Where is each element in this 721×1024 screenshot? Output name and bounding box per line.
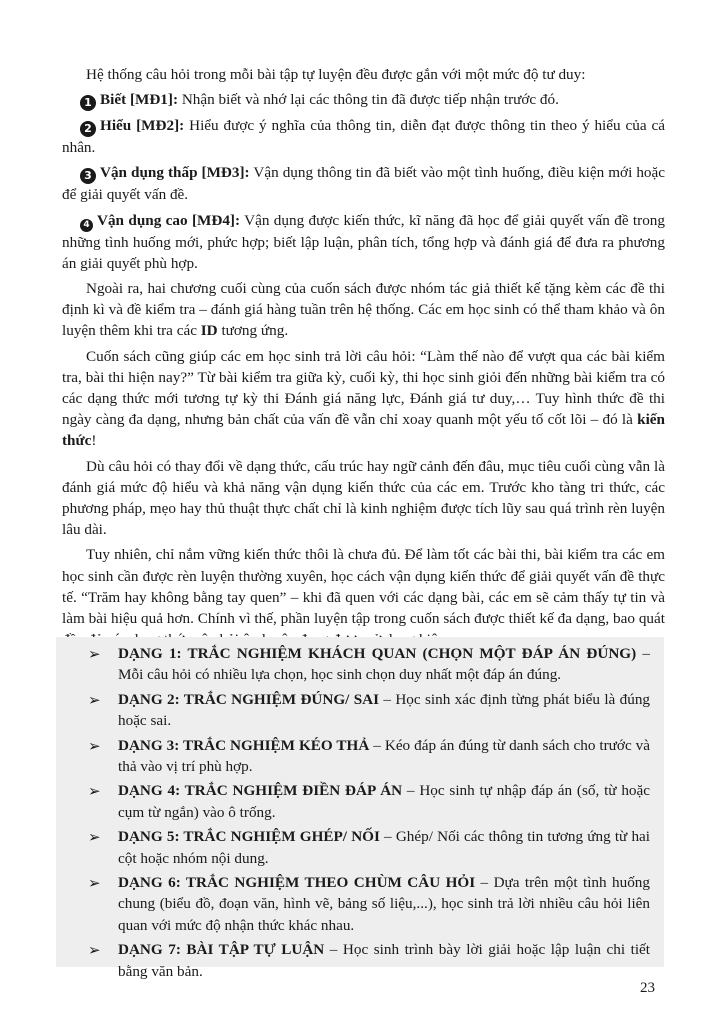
question-types-list xyxy=(56,637,664,982)
question-type-7-title: DẠNG 7: BÀI TẬP TỰ LUẬN xyxy=(118,941,325,959)
question-type-4-text: – Học sinh tự nhập đáp án (số, từ hoặc cụm từ ngắn) vào ô trống. xyxy=(118,782,650,821)
question-type-6-title: DẠNG 6: TRẮC NGHIỆM THEO CHÙM CÂU HỎI xyxy=(118,874,476,892)
question-type-3 xyxy=(88,735,650,778)
level-2 xyxy=(62,115,665,158)
level-3 xyxy=(62,162,665,205)
level-2-title: Hiểu [MĐ2]: xyxy=(100,117,185,135)
question-type-1-title: DẠNG 1: TRẮC NGHIỆM KHÁCH QUAN (CHỌN MỘT ĐÁP ÁN ĐÚNG) xyxy=(118,645,637,662)
question-types-box xyxy=(56,637,664,980)
level-3-text: Vận dụng thông tin đã biết vào một tình huống, điều kiện mới hoặc để giải quyết vấn đề. xyxy=(62,164,665,204)
question-type-5-text: – Ghép/ Nối các thông tin tương ứng từ hai cột hoặc nhóm nội dung. xyxy=(118,828,651,867)
question-type-7-text: – Học sinh trình bày lời giải hoặc lập luận chi tiết bằng văn bản. xyxy=(118,941,650,980)
paragraph-extra-chapters-end: tương ứng. xyxy=(217,322,289,340)
level-4-text: Vận dụng được kiến thức, kĩ năng đã học để giải quyết vấn đề trong những tình huống mới, phức hợp; biết lập luận, phân tích, tổng hợp và đánh giá để đưa ra phương án giải quyết phù hợp. xyxy=(62,211,665,272)
question-type-6 xyxy=(88,872,650,936)
question-type-6-text: – Dựa trên một tình huống chung (biểu đồ, đoạn văn, hình vẽ, bảng số liệu,...), học sinh trả lời nhiều câu hỏi liên quan với mức độ nhận thức khác nhau. xyxy=(118,874,650,934)
question-type-1 xyxy=(88,643,650,686)
level-3-title: Vận dụng thấp [MĐ3]: xyxy=(100,164,250,182)
arrow-bullet-icon: ➢ xyxy=(88,941,101,960)
knowledge-bold: kiến thức xyxy=(62,411,665,450)
question-type-3-text: – Kéo đáp án đúng từ danh sách cho trước và thả vào vị trí phù hợp. xyxy=(118,736,650,776)
question-type-2 xyxy=(88,689,650,732)
number-2-icon: 2 xyxy=(80,121,96,137)
arrow-bullet-icon: ➢ xyxy=(88,782,101,801)
paragraph-exam-question-text: Cuốn sách cũng giúp các em học sinh trả lời câu hỏi: “Làm thế nào để vượt qua các bài kiểm tra, bài thi hiện nay?” Từ bài kiểm tra giữa kỳ, cuối kỳ, thi học sinh giỏi đến những bài kiểm tra có các dạng thức mới tương tự kỳ thi Đánh giá năng lực, Đánh giá tư duy,… Tuy hình thức đề thi ngày càng đa dạng, nhưng bản chất của vấn đề vẫn chỉ xoay quanh một yếu tố cốt lõi – đó là xyxy=(62,347,665,429)
arrow-bullet-icon: ➢ xyxy=(88,645,101,663)
question-type-2-title: DẠNG 2: TRẮC NGHIỆM ĐÚNG/ SAI xyxy=(118,690,380,708)
paragraph-exam-question-end: ! xyxy=(91,432,97,450)
level-2-text: Hiểu được ý nghĩa của thông tin, diễn đạt được thông tin theo ý hiểu của cá nhân. xyxy=(62,117,665,157)
page-number: 23 xyxy=(640,980,655,996)
level-1-text: Nhận biết và nhớ lại các thông tin đã được tiếp nhận trước đó. xyxy=(178,91,559,109)
level-4-title: Vận dụng cao [MĐ4]: xyxy=(97,211,241,229)
paragraph-exam-question xyxy=(62,346,665,452)
number-3-icon: 3 xyxy=(80,168,96,184)
question-type-4-title: DẠNG 4: TRẮC NGHIỆM ĐIỀN ĐÁP ÁN xyxy=(118,782,403,800)
question-type-1-text: – Mỗi câu hỏi có nhiều lựa chọn, học sinh chọn duy nhất một đáp án đúng. xyxy=(118,645,650,684)
level-1-title: Biết [MĐ1]: xyxy=(100,91,179,109)
arrow-bullet-icon: ➢ xyxy=(88,874,101,893)
paragraph-extra-chapters-text: Ngoài ra, hai chương cuối cùng của cuốn sách được nhóm tác giả thiết kế tặng kèm các đề thi định kì và đề kiểm tra – đánh giá hàng tuần trên hệ thống. Các em học sinh có thể tham khảo và ôn luyện thêm khi tra các xyxy=(62,280,665,340)
arrow-bullet-icon: ➢ xyxy=(88,690,101,709)
main-content xyxy=(62,64,665,654)
paragraph-goal: Dù câu hỏi có thay đổi về dạng thức, cấu trúc hay ngữ cảnh đến đâu, mục tiêu cuối cùng vẫn là đánh giá mức độ hiểu và khả năng vận dụng kiến thức của các em. Trước kho tàng tri thức, các phương pháp, mẹo hay thủ thuật thực chất chỉ là kinh nghiệm được tích lũy sau quá trình rèn luyện lâu dài. xyxy=(62,457,665,539)
question-type-4 xyxy=(88,780,650,823)
arrow-bullet-icon: ➢ xyxy=(88,828,101,847)
number-1-icon: 1 xyxy=(80,95,96,111)
level-4 xyxy=(62,210,665,274)
paragraph-extra-chapters xyxy=(62,278,665,342)
question-type-2-text: – Học sinh xác định từng phát biểu là đúng hoặc sai. xyxy=(118,690,651,730)
level-1 xyxy=(62,89,665,111)
paragraph-practice: Tuy nhiên, chỉ nắm vững kiến thức thôi là chưa đủ. Để làm tốt các bài thi, bài kiểm tra các em học sinh cần được rèn luyện thường xuyên, học cách vận dụng kiến thức để giải quyết vấn đề thực tế. “Trăm hay không bằng tay quen” – khi đã quen với các dạng bài, các em sẽ cảm thấy tự tin và làm bài hiệu quả hơn. Chính vì thế, phần luyện tập trong cuốn sách được thiết kế đa dạng, bao quát xyxy=(62,546,665,628)
question-type-5 xyxy=(88,826,650,869)
id-bold: ID xyxy=(200,322,218,340)
question-type-5-title: DẠNG 5: TRẮC NGHIỆM GHÉP/ NỐI xyxy=(118,828,380,846)
question-type-7 xyxy=(88,939,650,982)
intro-paragraph: Hệ thống câu hỏi trong mỗi bài tập tự luyện đều được gắn với một mức độ tư duy: xyxy=(86,66,586,83)
number-4-icon: 4 xyxy=(80,219,93,232)
question-type-3-title: DẠNG 3: TRẮC NGHIỆM KÉO THẢ xyxy=(118,736,370,754)
arrow-bullet-icon: ➢ xyxy=(88,736,101,755)
